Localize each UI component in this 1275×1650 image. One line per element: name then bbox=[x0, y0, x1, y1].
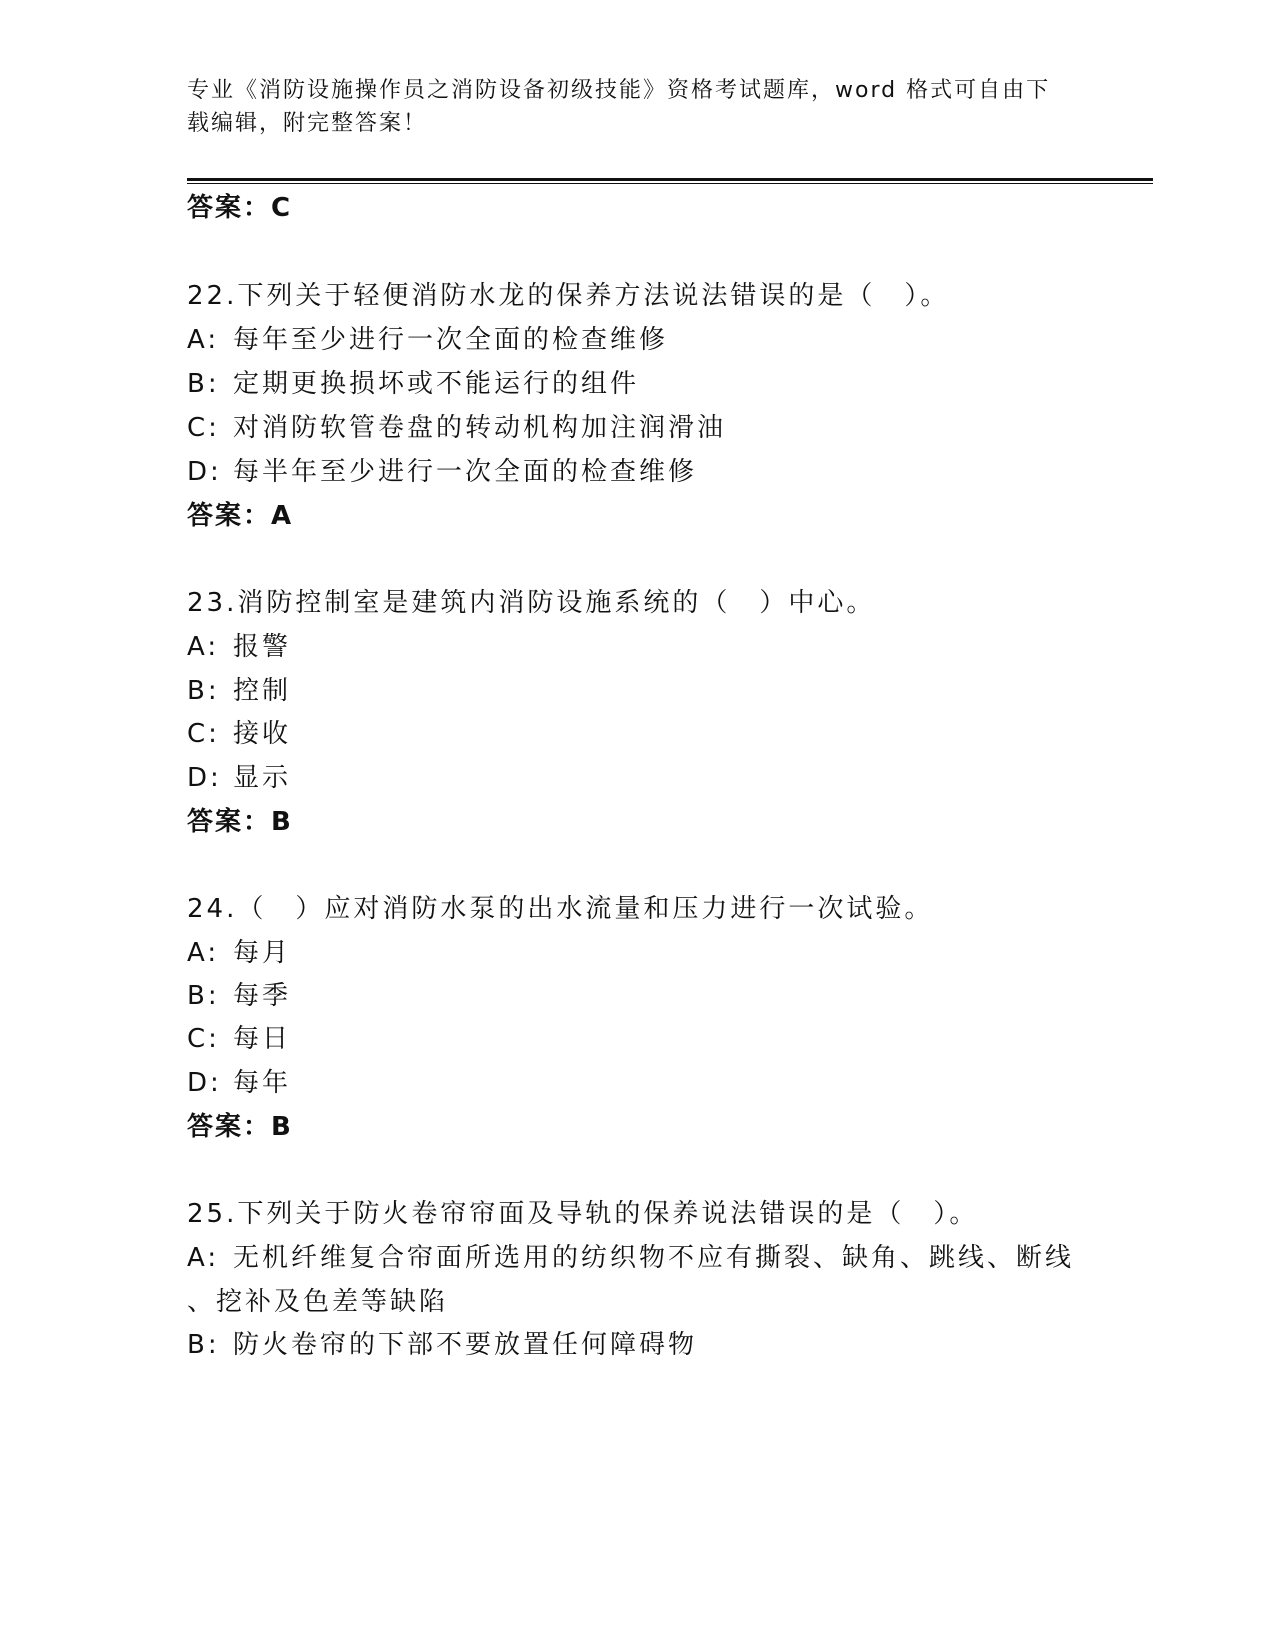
option-label: A: bbox=[187, 1243, 220, 1273]
option-text: 每季 bbox=[233, 981, 292, 1011]
option-text: 报警 bbox=[233, 632, 292, 662]
question-24-option-c bbox=[187, 1021, 291, 1057]
header-line-2: 载编辑，附完整答案！ bbox=[187, 111, 428, 136]
question-25-stem: 25.下列关于防火卷帘帘面及导轨的保养说法错误的是（ ）。 bbox=[187, 1199, 979, 1229]
option-label: B: bbox=[187, 369, 220, 399]
header-rule-thick bbox=[187, 178, 1153, 181]
option-label: C: bbox=[187, 413, 220, 443]
option-text: 每月 bbox=[233, 938, 292, 968]
option-text: 每年 bbox=[233, 1068, 292, 1098]
option-text: 接收 bbox=[233, 719, 292, 749]
answer-24: 答案：B bbox=[187, 1112, 293, 1142]
question-24-option-a bbox=[187, 935, 291, 971]
header-rule-thin bbox=[187, 183, 1153, 184]
option-label: D: bbox=[187, 763, 222, 793]
option-label: A: bbox=[187, 632, 220, 662]
option-text: 显示 bbox=[233, 763, 292, 793]
answer-22: 答案：A bbox=[187, 501, 294, 531]
option-label: D: bbox=[187, 1068, 222, 1098]
option-text: 防火卷帘的下部不要放置任何障碍物 bbox=[233, 1330, 698, 1360]
question-23-option-a bbox=[187, 629, 291, 665]
question-22-stem: 22.下列关于轻便消防水龙的保养方法说法错误的是（ ）。 bbox=[187, 281, 950, 311]
question-22-option-d bbox=[187, 454, 697, 490]
option-label: B: bbox=[187, 1330, 220, 1360]
option-text: 每日 bbox=[233, 1024, 292, 1054]
question-24-option-b bbox=[187, 978, 291, 1014]
question-24-stem: 24.（ ）应对消防水泵的出水流量和压力进行一次试验。 bbox=[187, 894, 934, 924]
answer-21: 答案：C bbox=[187, 193, 293, 223]
option-text: 每半年至少进行一次全面的检查维修 bbox=[233, 457, 698, 487]
option-label: D: bbox=[187, 457, 222, 487]
question-24-option-d bbox=[187, 1065, 291, 1101]
question-23-option-b bbox=[187, 673, 291, 709]
document-header bbox=[187, 74, 1077, 140]
option-label: C: bbox=[187, 719, 220, 749]
option-text: 对消防软管卷盘的转动机构加注润滑油 bbox=[233, 413, 727, 443]
question-25-option-a bbox=[187, 1240, 1074, 1276]
question-22-option-c bbox=[187, 410, 726, 446]
answer-23: 答案：B bbox=[187, 807, 293, 837]
question-25-option-a-continuation: 、挖补及色差等缺陷 bbox=[187, 1287, 449, 1317]
option-text: 控制 bbox=[233, 676, 292, 706]
option-label: B: bbox=[187, 981, 220, 1011]
question-23-option-c bbox=[187, 716, 291, 752]
option-text: 每年至少进行一次全面的检查维修 bbox=[233, 325, 669, 355]
question-22-option-b bbox=[187, 366, 639, 402]
header-line-1: 专业《消防设施操作员之消防设备初级技能》资格考试题库，word 格式可自由下 bbox=[187, 78, 1051, 103]
question-22-option-a bbox=[187, 322, 668, 358]
option-label: A: bbox=[187, 325, 220, 355]
question-23-option-d bbox=[187, 760, 291, 796]
question-25-option-b bbox=[187, 1327, 697, 1363]
option-label: A: bbox=[187, 938, 220, 968]
option-label: C: bbox=[187, 1024, 220, 1054]
option-text: 无机纤维复合帘面所选用的纺织物不应有撕裂、缺角、跳线、断线 bbox=[233, 1243, 1075, 1273]
option-text: 定期更换损坏或不能运行的组件 bbox=[233, 369, 640, 399]
question-23-stem: 23.消防控制室是建筑内消防设施系统的（ ）中心。 bbox=[187, 588, 876, 618]
option-label: B: bbox=[187, 676, 220, 706]
